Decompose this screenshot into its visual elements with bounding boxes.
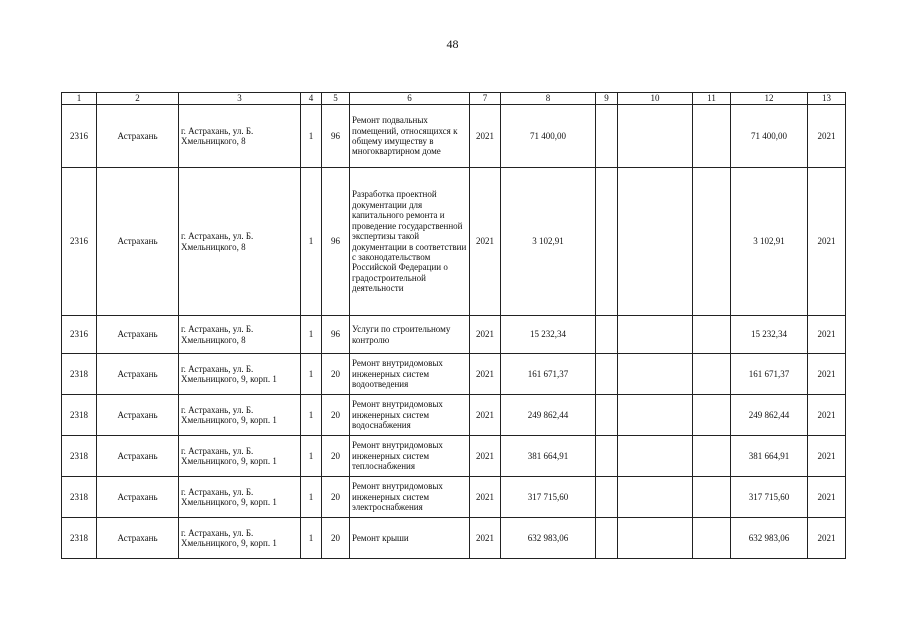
column-header: 7 xyxy=(470,93,501,105)
work-type: Ремонт внутридомовых инженерных систем водоснабжения xyxy=(350,395,470,436)
completion-year: 2021 xyxy=(808,436,846,477)
column-header: 2 xyxy=(97,93,179,105)
address: г. Астрахань, ул. Б. Хмельницкого, 9, корп. 1 xyxy=(179,518,301,559)
col-9-value xyxy=(596,395,618,436)
column-header: 1 xyxy=(62,93,97,105)
column-header: 13 xyxy=(808,93,846,105)
object-code: 2318 xyxy=(62,518,97,559)
table-row xyxy=(62,477,846,518)
total-cost: 317 715,60 xyxy=(731,477,808,518)
total-cost: 15 232,34 xyxy=(731,316,808,354)
total-cost: 381 664,91 xyxy=(731,436,808,477)
address: г. Астрахань, ул. Б. Хмельницкого, 9, корп. 1 xyxy=(179,354,301,395)
col-4-value: 1 xyxy=(301,436,322,477)
col-10-value xyxy=(618,105,693,168)
municipality: Астрахань xyxy=(97,105,179,168)
table-row xyxy=(62,316,846,354)
completion-year: 2021 xyxy=(808,354,846,395)
col-4-value: 1 xyxy=(301,105,322,168)
completion-year: 2021 xyxy=(808,316,846,354)
object-code: 2318 xyxy=(62,395,97,436)
col-4-value: 1 xyxy=(301,354,322,395)
col-11-value xyxy=(693,518,731,559)
col-9-value xyxy=(596,354,618,395)
column-header: 3 xyxy=(179,93,301,105)
table-row xyxy=(62,436,846,477)
col-5-value: 20 xyxy=(322,436,350,477)
year: 2021 xyxy=(470,477,501,518)
municipality: Астрахань xyxy=(97,477,179,518)
cost: 71 400,00 xyxy=(501,105,596,168)
address: г. Астрахань, ул. Б. Хмельницкого, 8 xyxy=(179,168,301,316)
address: г. Астрахань, ул. Б. Хмельницкого, 9, корп. 1 xyxy=(179,436,301,477)
column-header: 9 xyxy=(596,93,618,105)
year: 2021 xyxy=(470,436,501,477)
col-10-value xyxy=(618,168,693,316)
address: г. Астрахань, ул. Б. Хмельницкого, 9, корп. 1 xyxy=(179,477,301,518)
col-10-value xyxy=(618,436,693,477)
col-11-value xyxy=(693,436,731,477)
year: 2021 xyxy=(470,316,501,354)
col-4-value: 1 xyxy=(301,168,322,316)
col-5-value: 20 xyxy=(322,395,350,436)
cost: 15 232,34 xyxy=(501,316,596,354)
col-5-value: 96 xyxy=(322,105,350,168)
object-code: 2316 xyxy=(62,316,97,354)
municipality: Астрахань xyxy=(97,168,179,316)
cost: 317 715,60 xyxy=(501,477,596,518)
total-cost: 3 102,91 xyxy=(731,168,808,316)
cost: 161 671,37 xyxy=(501,354,596,395)
year: 2021 xyxy=(470,518,501,559)
column-header: 4 xyxy=(301,93,322,105)
column-header: 8 xyxy=(501,93,596,105)
municipality: Астрахань xyxy=(97,354,179,395)
completion-year: 2021 xyxy=(808,395,846,436)
col-4-value: 1 xyxy=(301,316,322,354)
col-9-value xyxy=(596,316,618,354)
total-cost: 161 671,37 xyxy=(731,354,808,395)
address: г. Астрахань, ул. Б. Хмельницкого, 8 xyxy=(179,105,301,168)
cost: 381 664,91 xyxy=(501,436,596,477)
col-11-value xyxy=(693,105,731,168)
header-row xyxy=(62,93,846,105)
year: 2021 xyxy=(470,354,501,395)
work-type: Ремонт внутридомовых инженерных систем электроснабжения xyxy=(350,477,470,518)
col-4-value: 1 xyxy=(301,395,322,436)
work-type: Ремонт внутридомовых инженерных систем теплоснабжения xyxy=(350,436,470,477)
col-10-value xyxy=(618,477,693,518)
cost: 632 983,06 xyxy=(501,518,596,559)
year: 2021 xyxy=(470,168,501,316)
completion-year: 2021 xyxy=(808,105,846,168)
year: 2021 xyxy=(470,105,501,168)
col-10-value xyxy=(618,354,693,395)
completion-year: 2021 xyxy=(808,518,846,559)
work-type: Услуги по строительному контролю xyxy=(350,316,470,354)
col-11-value xyxy=(693,395,731,436)
col-10-value xyxy=(618,518,693,559)
work-type: Ремонт крыши xyxy=(350,518,470,559)
col-9-value xyxy=(596,105,618,168)
col-11-value xyxy=(693,477,731,518)
municipality: Астрахань xyxy=(97,316,179,354)
col-5-value: 96 xyxy=(322,168,350,316)
column-header: 5 xyxy=(322,93,350,105)
work-type: Ремонт подвальных помещений, относящихся к общему имуществу в многоквартирном доме xyxy=(350,105,470,168)
col-11-value xyxy=(693,316,731,354)
municipality: Астрахань xyxy=(97,395,179,436)
col-5-value: 96 xyxy=(322,316,350,354)
col-9-value xyxy=(596,518,618,559)
col-5-value: 20 xyxy=(322,477,350,518)
col-9-value xyxy=(596,168,618,316)
object-code: 2318 xyxy=(62,477,97,518)
address: г. Астрахань, ул. Б. Хмельницкого, 8 xyxy=(179,316,301,354)
column-header: 10 xyxy=(618,93,693,105)
table-row xyxy=(62,105,846,168)
cost: 3 102,91 xyxy=(501,168,596,316)
year: 2021 xyxy=(470,395,501,436)
cost: 249 862,44 xyxy=(501,395,596,436)
col-5-value: 20 xyxy=(322,354,350,395)
table-row xyxy=(62,354,846,395)
col-10-value xyxy=(618,395,693,436)
total-cost: 632 983,06 xyxy=(731,518,808,559)
col-9-value xyxy=(596,477,618,518)
col-5-value: 20 xyxy=(322,518,350,559)
object-code: 2316 xyxy=(62,168,97,316)
address: г. Астрахань, ул. Б. Хмельницкого, 9, корп. 1 xyxy=(179,395,301,436)
table-row xyxy=(62,168,846,316)
completion-year: 2021 xyxy=(808,477,846,518)
object-code: 2318 xyxy=(62,354,97,395)
column-header: 11 xyxy=(693,93,731,105)
data-table xyxy=(61,92,846,559)
table-row xyxy=(62,395,846,436)
work-type: Ремонт внутридомовых инженерных систем водоотведения xyxy=(350,354,470,395)
col-10-value xyxy=(618,316,693,354)
object-code: 2318 xyxy=(62,436,97,477)
completion-year: 2021 xyxy=(808,168,846,316)
column-header: 6 xyxy=(350,93,470,105)
col-11-value xyxy=(693,168,731,316)
total-cost: 71 400,00 xyxy=(731,105,808,168)
object-code: 2316 xyxy=(62,105,97,168)
municipality: Астрахань xyxy=(97,436,179,477)
col-9-value xyxy=(596,436,618,477)
table-row xyxy=(62,518,846,559)
work-type: Разработка проектной документации для капитального ремонта и проведение государственной экспертизы такой документации в соответствии с законодательством Российской Федерации о градостроительной деятельности xyxy=(350,168,470,316)
total-cost: 249 862,44 xyxy=(731,395,808,436)
col-4-value: 1 xyxy=(301,477,322,518)
municipality: Астрахань xyxy=(97,518,179,559)
page-number: 48 xyxy=(446,37,459,51)
col-4-value: 1 xyxy=(301,518,322,559)
column-header: 12 xyxy=(731,93,808,105)
col-11-value xyxy=(693,354,731,395)
